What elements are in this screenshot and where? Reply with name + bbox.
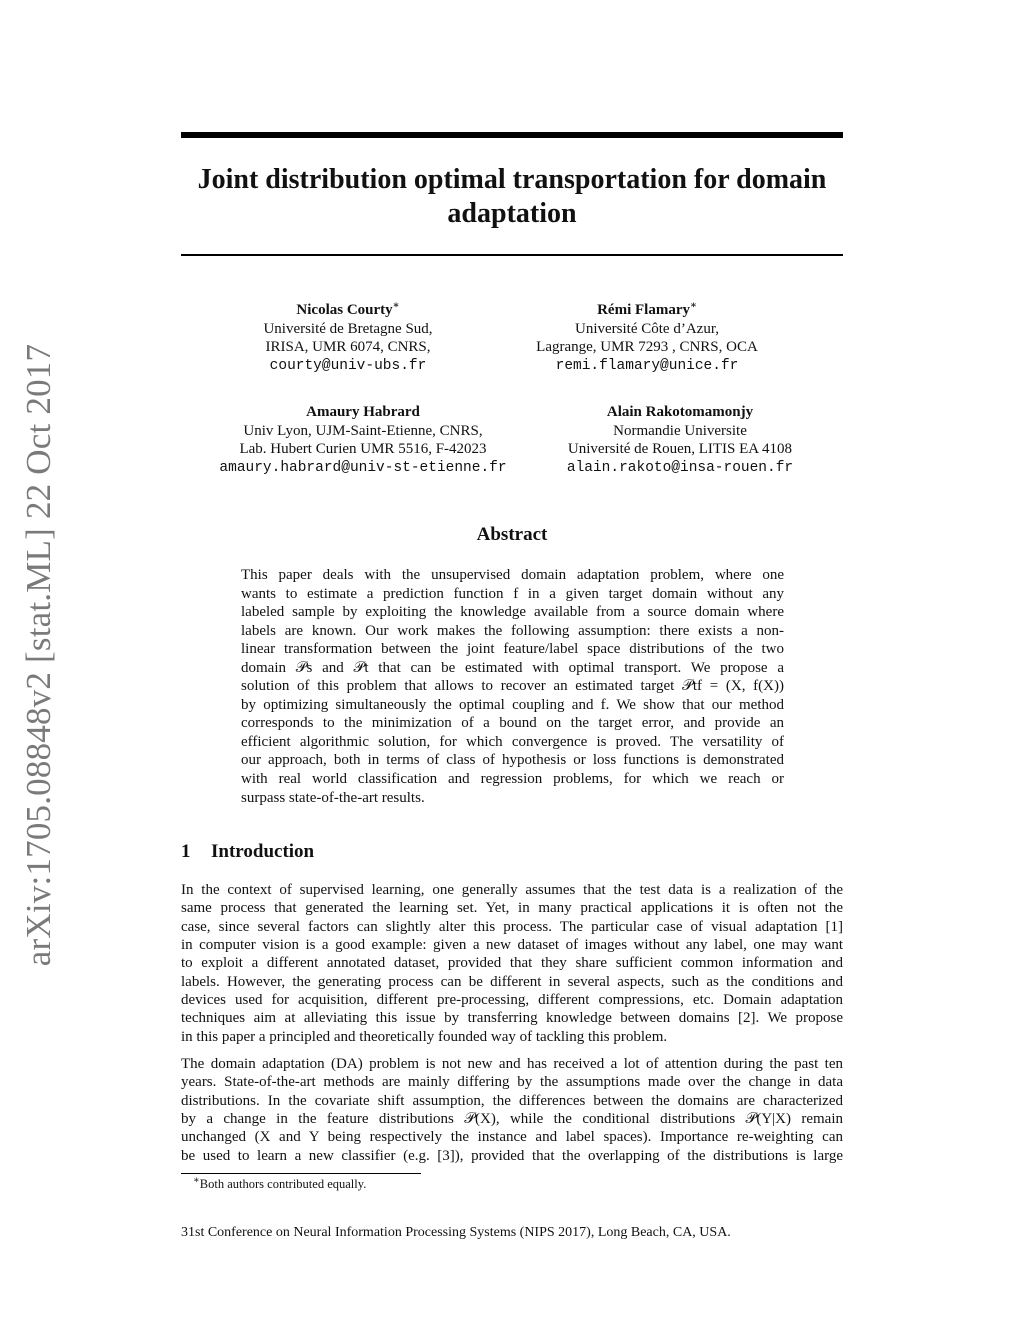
title-top-rule [181, 132, 843, 138]
body-line: in computer vision is a good example: given a new dataset of images without any label, one may want [181, 937, 843, 954]
author-affiliation-line: Univ Lyon, UJM-Saint-Etienne, CNRS, [243, 422, 483, 439]
title-bottom-rule [181, 254, 843, 256]
body-line: be used to learn a new classifier (e.g. [3]), provided that the overlapping of the distributions is large [181, 1147, 843, 1164]
intro-paragraph-2 [181, 1055, 843, 1165]
author-email[interactable]: alain.rakoto@insa-rouen.fr [566, 459, 794, 476]
body-line: The domain adaptation (DA) problem is not new and has received a lot of attention during the past ten [181, 1056, 843, 1072]
abstract-line: labeled sample by exploiting the knowledge available from a source domain where [241, 604, 784, 621]
abstract-line: by optimizing simultaneously the optimal coupling and f. We show that our method [241, 696, 784, 713]
author-affiliation-line: Lagrange, UMR 7293 , CNRS, OCA [536, 339, 758, 355]
section-title: Introduction [211, 841, 315, 862]
author-name: Amaury Habrard [306, 404, 420, 420]
author-email[interactable]: courty@univ-ubs.fr [269, 357, 427, 374]
author-affiliation-line: Lab. Hubert Curien UMR 5516, F-42023 [239, 441, 487, 457]
paper-title [181, 163, 843, 231]
author-email[interactable]: amaury.habrard@univ-st-etienne.fr [219, 459, 507, 476]
author-affiliation-line: IRISA, UMR 6074, CNRS, [265, 339, 431, 355]
author-name: Nicolas Courty∗ [296, 300, 400, 318]
body-line: same process that generated the learning set. Yet, in many practical applications it is often not the [181, 900, 843, 917]
body-line: distributions. In the covariate shift assumption, the differences between the domains are characterized [181, 1092, 843, 1109]
venue-line: 31st Conference on Neural Information Processing Systems (NIPS 2017), Long Beach, CA, USA. [181, 1225, 731, 1240]
abstract-line: corresponds to the minimization of a bound on the target error, and provide an [241, 715, 784, 732]
author-block-habrard [193, 403, 533, 477]
author-block-rakotomamonjy [510, 403, 850, 477]
title-line-1: Joint distribution optimal transportation for domain [197, 164, 827, 195]
body-line: devices used for acquisition, different pre-processing, different compressions, etc. Domain adaptation [181, 992, 843, 1009]
footnote-mark: ∗ [193, 1174, 200, 1186]
abstract-line: solution of this problem that allows to recover an estimated target 𝒫tf = (X, f(X)) [241, 678, 784, 695]
arxiv-sidebar-stamp [14, 343, 64, 966]
abstract-line: our approach, both in terms of class of hypothesis or loss functions is demonstrated [241, 752, 784, 769]
author-name: Alain Rakotomamonjy [606, 404, 754, 420]
body-line: by a change in the feature distributions 𝒫(X), while the conditional distributions 𝒫(Y|X) remain [181, 1111, 843, 1128]
abstract-line: efficient algorithmic solution, for which convergence is proved. The versatility of [241, 733, 784, 750]
abstract-body [241, 566, 784, 807]
footnote-rule [181, 1173, 421, 1174]
author-name: Rémi Flamary∗ [597, 300, 697, 318]
arxiv-identifier: arXiv:1705.08848v2 [stat.ML] 22 Oct 2017 [19, 343, 58, 966]
abstract-line: linear transformation between the joint feature/label space distributions of the two [241, 641, 784, 658]
footnote-text: Both authors contributed equally. [199, 1177, 367, 1191]
body-line: case, since several factors can slightly alter this process. The particular case of visual adaptation [1] [181, 918, 843, 935]
body-line: unchanged (X and Y being respectively the instance and label spaces). Importance re-weighting can [181, 1129, 843, 1146]
author-block-courty [178, 301, 518, 375]
section-heading-introduction [181, 841, 314, 863]
author-affiliation-line: Normandie Universite [613, 422, 747, 439]
intro-paragraph-1 [181, 881, 843, 1046]
abstract-line: labels are known. Our work makes the following assumption: there exists a non- [241, 622, 784, 639]
author-affiliation-line: Université Côte d’Azur, [575, 320, 719, 337]
body-line: years. State-of-the-art methods are mainly differing by the assumptions made over the change in data [181, 1074, 843, 1091]
body-line: techniques aim at alleviating this issue by transferring knowledge between domains [2]. We propose [181, 1010, 843, 1027]
abstract-line: surpass state-of-the-art results. [241, 789, 425, 806]
author-affiliation-line: Université de Bretagne Sud, [263, 320, 433, 337]
body-line: in this paper a principled and theoretically founded way of tackling this problem. [181, 1028, 668, 1045]
abstract-line: wants to estimate a prediction function f in a given target domain without any [241, 585, 784, 602]
body-line: to exploit a different annotated dataset, provided that they share sufficient common information and [181, 955, 843, 972]
body-line: labels. However, the generating process can be different in several aspects, such as the conditions and [181, 973, 843, 990]
body-line: In the context of supervised learning, one generally assumes that the test data is a realization of the [181, 882, 843, 898]
abstract-line: with real world classification and regression problems, for which we reach or [241, 771, 784, 788]
abstract-heading: Abstract [476, 524, 548, 545]
abstract-line: This paper deals with the unsupervised domain adaptation problem, where one [241, 567, 784, 583]
title-line-2: adaptation [447, 198, 577, 229]
author-block-flamary [477, 301, 817, 375]
section-number: 1 [181, 841, 191, 862]
author-email[interactable]: remi.flamary@unice.fr [555, 357, 739, 374]
footnote [193, 1174, 367, 1192]
author-affiliation-line: Université de Rouen, LITIS EA 4108 [567, 441, 793, 457]
abstract-line: domain 𝒫s and 𝒫t that can be estimated with optimal transport. We propose a [241, 659, 784, 676]
